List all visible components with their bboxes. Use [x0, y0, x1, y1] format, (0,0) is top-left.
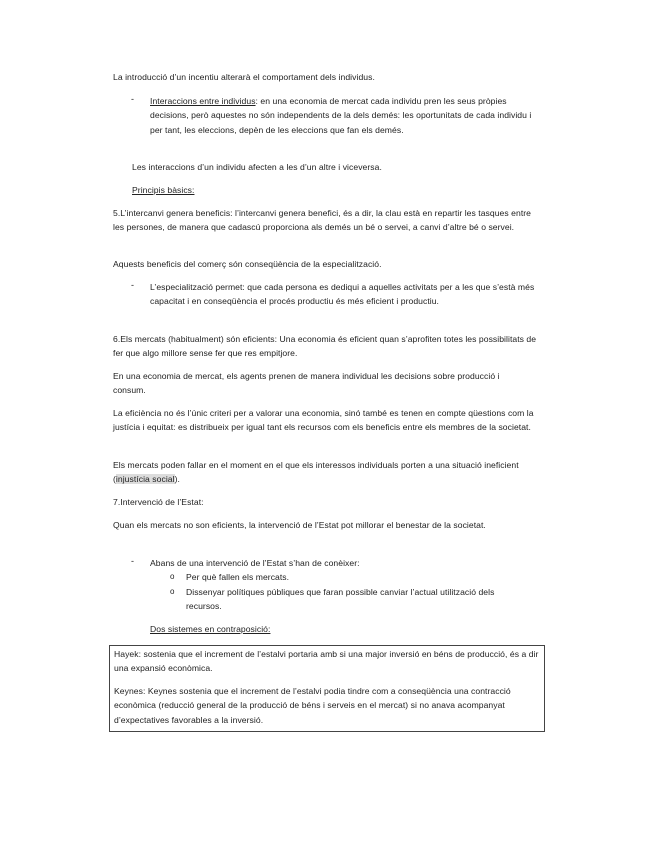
bullet-marker: - — [131, 94, 134, 104]
failure-end: ). — [174, 474, 180, 485]
sub-bullet-marker: o — [170, 572, 175, 581]
bullet-marker: - — [131, 556, 134, 566]
failure-text: Els mercats poden fallar en el moment en el que els interessos individuals porten a una situació ineficient ( — [113, 460, 519, 485]
principle-5-specialization: Aquests beneficis del comerç són conseqüència de la especialització. — [113, 259, 382, 269]
intro-paragraph: La introducció d’un incentiu alterarà el comportament dels individus. — [113, 72, 375, 82]
sub-bullet-marker: o — [170, 587, 175, 596]
principle-7: 7.Intervenció de l’Estat: — [113, 497, 204, 507]
interaccions-note: Les interaccions d’un individu afecten a les d’un altre i viceversa. — [132, 162, 382, 172]
principis-heading: Principis bàsics: — [132, 185, 195, 195]
principle-6-market: En una economia de mercat, els agents prenen de manera individual les decisions sobre producció i consum. — [113, 371, 500, 396]
principle-7-text: Quan els mercats no son eficients, la intervenció de l’Estat pot millorar el benestar de la societat. — [113, 520, 486, 530]
principle-5: 5.L’intercanvi genera beneficis: l’intercanvi genera benefici, és a dir, la clau està en repartir les tasques entre les persones, de manera que cadascú proporciona als demés un bé o servei, a canvi d’altre bé o servei. — [113, 208, 532, 233]
principle-6-failure — [113, 458, 543, 487]
principle-6: 6.Els mercats (habitualment) són eficients: Una economia és eficient quan s’aprofiten totes les possibilitats de fer que algo millore sense fer que res empitjore. — [113, 334, 537, 359]
sub-item-2: Dissenyar polítiques públiques que faran possible canviar l’actual utilització dels recursos. — [186, 587, 495, 612]
bullet-marker: - — [131, 280, 134, 290]
principle-6-efficiency: La eficiència no és l’únic criteri per a valorar una economia, sinó també es tenen en compte qüestions com la justícia i equitat: es distribueix per igual tant els recursos com els beneficis entre els membres de la societat. — [113, 408, 534, 433]
sub-item-1: Per què fallen els mercats. — [186, 572, 290, 582]
intervention-bullet: Abans de una intervenció de l’Estat s’han de conèixer: — [150, 558, 360, 568]
interaccions-text: : en una economia de mercat cada individu pren les seus pròpies decisions, però aquestes no són independents de la dels demés: les oportunitats de cada individu i per tant, les eleccions, depèn de les eleccions que fan els demés. — [150, 96, 532, 135]
highlighted-term: injustícia social — [115, 474, 175, 485]
keynes-paragraph: Keynes: Keynes sostenia que el increment de l’estalvi podia tindre com a conseqüència una contracció econòmica (reducció general de la producció de béns i serveis en el mercat) si no anava acompanyat d’expectatives favorables a la inversió. — [114, 686, 511, 725]
interaccions-label: Interaccions entre individus — [150, 96, 256, 106]
hayek-paragraph: Hayek: sostenia que el increment de l’estalvi portaria amb si una major inversió en béns de producció, és a dir una expansió econòmica. — [114, 649, 539, 674]
dos-sistemes-heading: Dos sistemes en contraposició: — [150, 624, 271, 634]
interaccions-item — [150, 94, 536, 137]
specialization-bullet: L’especialització permet: que cada persona es dediqui a aquelles activitats per a les que s’està més capacitat i en conseqüència el procés productiu és més eficient i productiu. — [150, 282, 535, 307]
